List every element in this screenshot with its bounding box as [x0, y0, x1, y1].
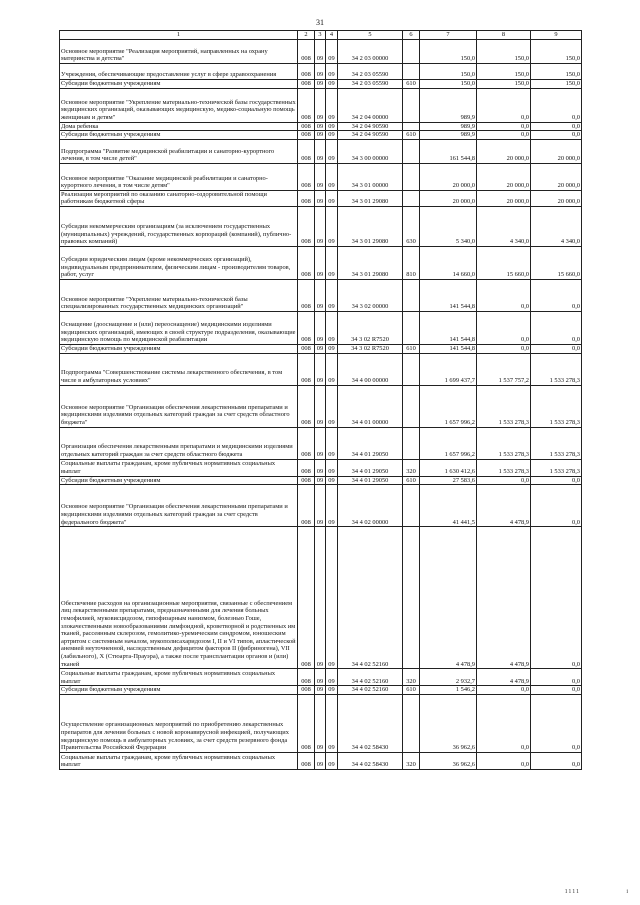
cell-amount-col7: 5 340,0 — [420, 206, 477, 246]
cell-amount-col7: 150,0 — [420, 80, 477, 89]
cell-ministry: 008 — [298, 80, 315, 89]
cell-section: 09 — [315, 40, 326, 64]
table-row — [60, 163, 582, 190]
cell-amount-col8: 1 533 278,3 — [477, 459, 531, 476]
cell-expense-type: 610 — [403, 686, 420, 695]
cell-ministry: 008 — [298, 190, 315, 206]
cell-amount-col7: 1 546,2 — [420, 686, 477, 695]
cell-ministry: 008 — [298, 694, 315, 752]
cell-section: 09 — [315, 527, 326, 669]
cell-target-article: 34 4 01 29050 — [338, 459, 403, 476]
cell-ministry: 008 — [298, 206, 315, 246]
cell-expense-type — [403, 694, 420, 752]
cell-subsection: 09 — [326, 64, 338, 80]
cell-subsection: 09 — [326, 669, 338, 686]
row-name: Субсидии бюджетным учреждениям — [60, 131, 298, 140]
cell-target-article: 34 3 00 00000 — [338, 139, 403, 163]
cell-section: 09 — [315, 353, 326, 385]
table-row — [60, 459, 582, 476]
cell-subsection: 09 — [326, 163, 338, 190]
cell-amount-col8: 1 537 757,2 — [477, 353, 531, 385]
cell-subsection: 09 — [326, 122, 338, 131]
cell-ministry: 008 — [298, 353, 315, 385]
cell-amount-col9: 20 000,0 — [531, 139, 582, 163]
cell-ministry: 008 — [298, 344, 315, 353]
cell-subsection: 09 — [326, 353, 338, 385]
row-name: Основное мероприятие "Организация обеспечения лекарственными препаратами и медицинскими изделиями отдельных категорий граждан за счет средств областного бюджета" — [60, 385, 298, 427]
cell-amount-col8: 0,0 — [477, 311, 531, 344]
row-name: Субсидии бюджетным учреждениям — [60, 80, 298, 89]
cell-amount-col8: 0,0 — [477, 88, 531, 122]
col-header: 4 — [326, 31, 338, 40]
cell-ministry: 008 — [298, 311, 315, 344]
cell-subsection: 09 — [326, 206, 338, 246]
cell-amount-col7: 20 000,0 — [420, 163, 477, 190]
cell-subsection: 09 — [326, 476, 338, 485]
table-row — [60, 88, 582, 122]
cell-expense-type — [403, 311, 420, 344]
cell-ministry: 008 — [298, 163, 315, 190]
cell-amount-col7: 150,0 — [420, 64, 477, 80]
cell-expense-type — [403, 88, 420, 122]
table-row — [60, 206, 582, 246]
row-name: Основное мероприятие "Укрепление материально-технической базы специализированных государственных медицинских организаций" — [60, 279, 298, 311]
cell-target-article: 34 3 02 00000 — [338, 279, 403, 311]
cell-amount-col9: 20 000,0 — [531, 190, 582, 206]
table-row — [60, 752, 582, 769]
cell-amount-col8: 0,0 — [477, 131, 531, 140]
cell-ministry: 008 — [298, 476, 315, 485]
cell-subsection: 09 — [326, 139, 338, 163]
cell-target-article: 34 4 01 00000 — [338, 385, 403, 427]
footer-mark: i — [626, 889, 628, 895]
cell-expense-type: 610 — [403, 80, 420, 89]
cell-section: 09 — [315, 246, 326, 279]
table-row — [60, 139, 582, 163]
col-header: 5 — [338, 31, 403, 40]
cell-amount-col7: 1 657 996,2 — [420, 427, 477, 459]
page-number: 31 — [316, 18, 324, 27]
cell-subsection: 09 — [326, 459, 338, 476]
row-name: Субсидии бюджетным учреждениям — [60, 476, 298, 485]
cell-target-article: 34 2 03 00000 — [338, 40, 403, 64]
col-header: 2 — [298, 31, 315, 40]
cell-expense-type: 610 — [403, 476, 420, 485]
cell-section: 09 — [315, 163, 326, 190]
cell-expense-type — [403, 190, 420, 206]
cell-amount-col7: 150,0 — [420, 40, 477, 64]
cell-amount-col9: 0,0 — [531, 131, 582, 140]
row-name: Учреждения, обеспечивающие предоставление услуг в сфере здравоохранения — [60, 64, 298, 80]
row-name: Субсидии бюджетным учреждениям — [60, 686, 298, 695]
cell-expense-type — [403, 40, 420, 64]
cell-ministry: 008 — [298, 485, 315, 527]
cell-amount-col9: 0,0 — [531, 485, 582, 527]
cell-ministry: 008 — [298, 246, 315, 279]
row-name: Подпрограмма "Развитие медицинской реабилитации и санаторно-курортного лечения, в том числе детей" — [60, 139, 298, 163]
cell-section: 09 — [315, 64, 326, 80]
cell-subsection: 09 — [326, 88, 338, 122]
row-name: Дома ребенка — [60, 122, 298, 131]
row-name: Реализация мероприятий по оказанию санаторно-оздоровительной помощи работникам бюджетной сферы — [60, 190, 298, 206]
cell-subsection: 09 — [326, 279, 338, 311]
row-name: Оснащение (дооснащение и (или) переоснащение) медицинскими изделиями медицинских организаций, имеющих в своей структуре подразделения, оказывающие медицинскую помощь по медицинской реабилитации — [60, 311, 298, 344]
footer-code: 1111 — [564, 889, 580, 895]
cell-amount-col7: 989,9 — [420, 131, 477, 140]
cell-subsection: 09 — [326, 385, 338, 427]
cell-subsection: 09 — [326, 40, 338, 64]
cell-expense-type: 810 — [403, 246, 420, 279]
cell-target-article: 34 4 02 52160 — [338, 527, 403, 669]
cell-ministry: 008 — [298, 279, 315, 311]
cell-amount-col9: 1 533 278,3 — [531, 385, 582, 427]
cell-section: 09 — [315, 139, 326, 163]
cell-amount-col7: 36 962,6 — [420, 752, 477, 769]
cell-ministry: 008 — [298, 88, 315, 122]
header-row — [60, 31, 582, 40]
cell-ministry: 008 — [298, 385, 315, 427]
cell-expense-type — [403, 64, 420, 80]
cell-subsection: 09 — [326, 344, 338, 353]
cell-target-article: 34 2 04 90590 — [338, 122, 403, 131]
cell-target-article: 34 2 04 90590 — [338, 131, 403, 140]
cell-amount-col8: 0,0 — [477, 686, 531, 695]
cell-target-article: 34 3 02 R7520 — [338, 344, 403, 353]
table-row — [60, 485, 582, 527]
table-row — [60, 527, 582, 669]
row-name: Основное мероприятие "Реализация мероприятий, направленных на охрану материнства и детства" — [60, 40, 298, 64]
table-row — [60, 344, 582, 353]
cell-amount-col9: 15 660,0 — [531, 246, 582, 279]
cell-expense-type — [403, 353, 420, 385]
cell-expense-type — [403, 279, 420, 311]
cell-expense-type — [403, 122, 420, 131]
cell-amount-col7: 141 544,8 — [420, 311, 477, 344]
row-name: Основное мероприятие "Оказание медицинской реабилитации и санаторно-курортного лечения, в том числе детям" — [60, 163, 298, 190]
cell-ministry: 008 — [298, 139, 315, 163]
row-name: Основное мероприятие "Укрепление материально-технической базы государственных медицинских организаций, оказывающих медицинскую, медико-социальную помощь женщинам и детям" — [60, 88, 298, 122]
cell-amount-col7: 14 660,0 — [420, 246, 477, 279]
table-row — [60, 80, 582, 89]
cell-section: 09 — [315, 476, 326, 485]
cell-amount-col7: 989,9 — [420, 88, 477, 122]
cell-amount-col8: 0,0 — [477, 476, 531, 485]
cell-amount-col8: 4 478,9 — [477, 669, 531, 686]
cell-amount-col7: 41 441,5 — [420, 485, 477, 527]
cell-amount-col7: 4 478,9 — [420, 527, 477, 669]
cell-amount-col9: 150,0 — [531, 80, 582, 89]
cell-section: 09 — [315, 311, 326, 344]
table-row — [60, 122, 582, 131]
table-row — [60, 40, 582, 64]
cell-amount-col8: 4 340,0 — [477, 206, 531, 246]
cell-section: 09 — [315, 427, 326, 459]
cell-section: 09 — [315, 669, 326, 686]
cell-amount-col7: 141 544,8 — [420, 344, 477, 353]
cell-amount-col7: 989,9 — [420, 122, 477, 131]
cell-target-article: 34 3 01 29080 — [338, 190, 403, 206]
cell-target-article: 34 4 01 29050 — [338, 476, 403, 485]
cell-subsection: 09 — [326, 246, 338, 279]
cell-target-article: 34 4 02 00000 — [338, 485, 403, 527]
cell-target-article: 34 2 04 00000 — [338, 88, 403, 122]
cell-ministry: 008 — [298, 427, 315, 459]
cell-amount-col9: 0,0 — [531, 311, 582, 344]
cell-subsection: 09 — [326, 311, 338, 344]
cell-ministry: 008 — [298, 459, 315, 476]
cell-amount-col8: 4 478,9 — [477, 527, 531, 669]
cell-section: 09 — [315, 344, 326, 353]
cell-target-article: 34 3 01 00000 — [338, 163, 403, 190]
cell-amount-col9: 0,0 — [531, 122, 582, 131]
cell-amount-col9: 0,0 — [531, 752, 582, 769]
cell-amount-col7: 36 962,6 — [420, 694, 477, 752]
cell-target-article: 34 3 01 29080 — [338, 246, 403, 279]
cell-expense-type — [403, 139, 420, 163]
table-row — [60, 246, 582, 279]
cell-section: 09 — [315, 385, 326, 427]
cell-expense-type: 610 — [403, 344, 420, 353]
cell-target-article: 34 4 00 00000 — [338, 353, 403, 385]
cell-subsection: 09 — [326, 427, 338, 459]
cell-subsection: 09 — [326, 80, 338, 89]
cell-expense-type: 630 — [403, 206, 420, 246]
cell-expense-type: 610 — [403, 131, 420, 140]
cell-expense-type: 320 — [403, 459, 420, 476]
row-name: Социальные выплаты гражданам, кроме публичных нормативных социальных выплат — [60, 669, 298, 686]
cell-amount-col7: 141 544,8 — [420, 279, 477, 311]
cell-amount-col8: 15 660,0 — [477, 246, 531, 279]
cell-section: 09 — [315, 485, 326, 527]
table-row — [60, 694, 582, 752]
row-name: Социальные выплаты гражданам, кроме публичных нормативных социальных выплат — [60, 459, 298, 476]
cell-section: 09 — [315, 80, 326, 89]
col-header: 6 — [403, 31, 420, 40]
cell-target-article: 34 2 03 05590 — [338, 80, 403, 89]
cell-section: 09 — [315, 279, 326, 311]
cell-amount-col7: 27 583,6 — [420, 476, 477, 485]
cell-subsection: 09 — [326, 686, 338, 695]
row-name: Основное мероприятие "Организация обеспечения лекарственными препаратами и медицинскими изделиями отдельных категорий граждан за счет средств федерального бюджета" — [60, 485, 298, 527]
cell-amount-col8: 0,0 — [477, 694, 531, 752]
cell-amount-col9: 0,0 — [531, 694, 582, 752]
cell-subsection: 09 — [326, 527, 338, 669]
cell-section: 09 — [315, 131, 326, 140]
cell-ministry: 008 — [298, 686, 315, 695]
cell-amount-col7: 20 000,0 — [420, 190, 477, 206]
cell-amount-col8: 150,0 — [477, 40, 531, 64]
cell-section: 09 — [315, 190, 326, 206]
cell-amount-col8: 0,0 — [477, 344, 531, 353]
row-name: Организация обеспечения лекарственными препаратами и медицинскими изделиями отдельных категорий граждан за счет средств областного бюджета — [60, 427, 298, 459]
cell-amount-col8: 0,0 — [477, 122, 531, 131]
cell-section: 09 — [315, 88, 326, 122]
cell-expense-type: 320 — [403, 752, 420, 769]
cell-amount-col8: 150,0 — [477, 80, 531, 89]
row-name: Обеспечение расходов на организационные мероприятия, связанные с обеспечением лиц лекарственными препаратами, предназначенными для лечения больных гемофилией, муковисцидозом, гипофизарным нанизмом, болезнью Гоше, злокачественными новообразованиями лимфоидной, кроветворной и родственных им тканей, рассеянным склерозом, гемолитико-уремическим синдромом, юношеским артритом с системным началом, мукополисахаридозом I, II и VI типов, апластической анемией неуточненной, наследственным дефицитом факторов II (фибриногена), VII (лабильного), X (Стюарта-Прауэра), а также после трансплантации органов и (или) тканей — [60, 527, 298, 669]
row-name: Осуществление организационных мероприятий по приобретению лекарственных препаратов для лечения больных с новой коронавирусной инфекцией, получающих медицинскую помощь в амбулаторных условиях, за счет средств резервного фонда Правительства Российской Федерации — [60, 694, 298, 752]
cell-subsection: 09 — [326, 131, 338, 140]
cell-target-article: 34 3 02 R7520 — [338, 311, 403, 344]
cell-amount-col9: 1 533 278,3 — [531, 427, 582, 459]
cell-amount-col8: 4 478,9 — [477, 485, 531, 527]
cell-amount-col9: 0,0 — [531, 344, 582, 353]
row-name: Субсидии бюджетным учреждениям — [60, 344, 298, 353]
cell-amount-col9: 1 533 278,3 — [531, 459, 582, 476]
cell-target-article: 34 4 02 52160 — [338, 686, 403, 695]
cell-amount-col9: 20 000,0 — [531, 163, 582, 190]
cell-amount-col8: 0,0 — [477, 279, 531, 311]
cell-target-article: 34 4 02 58430 — [338, 752, 403, 769]
cell-target-article: 34 4 02 52160 — [338, 669, 403, 686]
cell-amount-col7: 161 544,8 — [420, 139, 477, 163]
cell-section: 09 — [315, 752, 326, 769]
table-row — [60, 476, 582, 485]
cell-subsection: 09 — [326, 752, 338, 769]
cell-amount-col8: 1 533 278,3 — [477, 427, 531, 459]
row-name: Субсидии юридическим лицам (кроме некоммерческих организаций), индивидуальным предпринимателям, физическим лицам - производителям товаров, работ, услуг — [60, 246, 298, 279]
col-header: 9 — [531, 31, 582, 40]
table-row — [60, 385, 582, 427]
cell-expense-type — [403, 385, 420, 427]
row-name: Подпрограмма "Совершенствование системы лекарственного обеспечения, в том числе в амбулаторных условиях" — [60, 353, 298, 385]
table-row — [60, 353, 582, 385]
cell-section: 09 — [315, 694, 326, 752]
cell-subsection: 09 — [326, 190, 338, 206]
cell-amount-col7: 1 630 412,6 — [420, 459, 477, 476]
cell-amount-col8: 20 000,0 — [477, 139, 531, 163]
cell-ministry: 008 — [298, 669, 315, 686]
cell-ministry: 008 — [298, 527, 315, 669]
cell-amount-col9: 4 340,0 — [531, 206, 582, 246]
cell-expense-type — [403, 485, 420, 527]
col-header: 7 — [420, 31, 477, 40]
cell-amount-col9: 0,0 — [531, 686, 582, 695]
cell-subsection: 09 — [326, 485, 338, 527]
col-header: 1 — [60, 31, 298, 40]
cell-amount-col8: 1 533 278,3 — [477, 385, 531, 427]
cell-amount-col7: 2 932,7 — [420, 669, 477, 686]
cell-amount-col7: 1 699 437,7 — [420, 353, 477, 385]
cell-target-article: 34 2 03 05590 — [338, 64, 403, 80]
cell-amount-col9: 0,0 — [531, 669, 582, 686]
cell-target-article: 34 3 01 29080 — [338, 206, 403, 246]
cell-amount-col7: 1 657 996,2 — [420, 385, 477, 427]
cell-amount-col9: 150,0 — [531, 40, 582, 64]
cell-amount-col9: 0,0 — [531, 88, 582, 122]
budget-table — [59, 30, 582, 770]
table-row — [60, 131, 582, 140]
cell-amount-col8: 150,0 — [477, 64, 531, 80]
cell-subsection: 09 — [326, 694, 338, 752]
cell-section: 09 — [315, 122, 326, 131]
col-header: 3 — [315, 31, 326, 40]
cell-expense-type — [403, 427, 420, 459]
cell-expense-type — [403, 527, 420, 669]
col-header: 8 — [477, 31, 531, 40]
cell-section: 09 — [315, 459, 326, 476]
cell-ministry: 008 — [298, 122, 315, 131]
cell-amount-col9: 0,0 — [531, 279, 582, 311]
table-row — [60, 686, 582, 695]
table-row — [60, 669, 582, 686]
cell-section: 09 — [315, 686, 326, 695]
cell-expense-type — [403, 163, 420, 190]
table-row — [60, 311, 582, 344]
table-body — [60, 40, 582, 770]
cell-amount-col8: 20 000,0 — [477, 163, 531, 190]
table-row — [60, 64, 582, 80]
cell-ministry: 008 — [298, 752, 315, 769]
table-row — [60, 190, 582, 206]
cell-amount-col8: 0,0 — [477, 752, 531, 769]
cell-ministry: 008 — [298, 40, 315, 64]
cell-amount-col9: 0,0 — [531, 527, 582, 669]
table-row — [60, 427, 582, 459]
cell-amount-col9: 1 533 278,3 — [531, 353, 582, 385]
row-name: Субсидии некоммерческим организациям (за исключением государственных (муниципальных) учреждений, государственных корпораций (компаний), публично-правовых компаний) — [60, 206, 298, 246]
cell-expense-type: 320 — [403, 669, 420, 686]
cell-target-article: 34 4 02 58430 — [338, 694, 403, 752]
cell-ministry: 008 — [298, 131, 315, 140]
cell-section: 09 — [315, 206, 326, 246]
cell-ministry: 008 — [298, 64, 315, 80]
cell-amount-col9: 150,0 — [531, 64, 582, 80]
cell-amount-col9: 0,0 — [531, 476, 582, 485]
cell-amount-col8: 20 000,0 — [477, 190, 531, 206]
table-row — [60, 279, 582, 311]
cell-target-article: 34 4 01 29050 — [338, 427, 403, 459]
row-name: Социальные выплаты гражданам, кроме публичных нормативных социальных выплат — [60, 752, 298, 769]
